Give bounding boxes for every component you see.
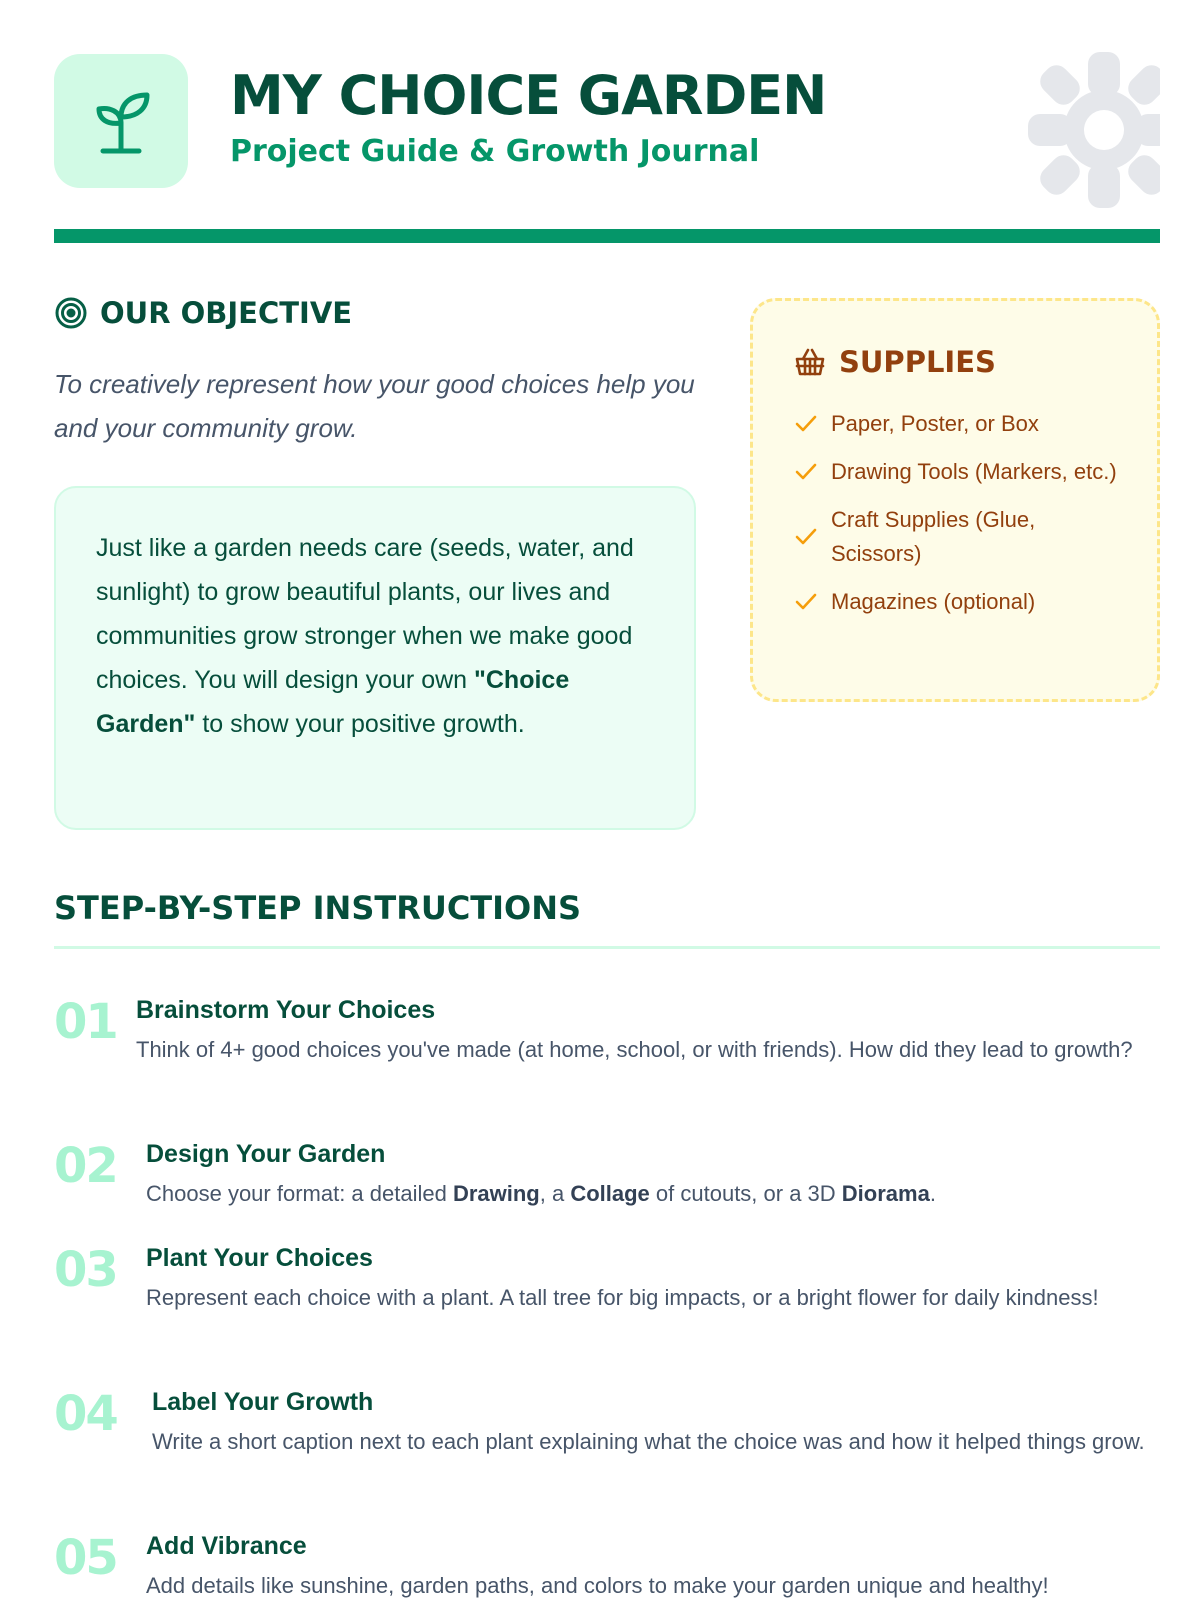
step-number: 03 — [54, 1242, 117, 1298]
check-icon — [793, 411, 819, 437]
step-description: Represent each choice with a plant. A tall tree for big impacts, or a bright flower for daily kindness! — [146, 1285, 1099, 1310]
check-icon — [793, 459, 819, 485]
supplies-card — [750, 298, 1160, 702]
list-item — [793, 407, 1121, 441]
supplies-list — [793, 407, 1121, 619]
step-number: 05 — [54, 1530, 117, 1586]
note-text: Just like a garden needs care (seeds, water, and sunlight) to grow beautiful plants, our lives and communities grow stronger when we make good choices. You will design your own — [96, 534, 634, 694]
supply-label: Drawing Tools (Markers, etc.) — [831, 459, 1117, 484]
step-title: Label Your Growth — [152, 1388, 374, 1416]
step-description: Write a short caption next to each plant explaining what the choice was and how it helped things grow. — [152, 1429, 1145, 1454]
step-number: 01 — [54, 994, 117, 1050]
step-description: Choose your format: a detailed Drawing, a Collage of cutouts, or a 3D Diorama. — [146, 1181, 936, 1206]
objective-heading: OUR OBJECTIVE — [100, 296, 353, 330]
step-title: Brainstorm Your Choices — [136, 996, 436, 1024]
logo-tile — [54, 54, 188, 188]
supply-label: Magazines (optional) — [831, 589, 1036, 614]
step-title: Design Your Garden — [146, 1140, 386, 1168]
list-item — [793, 503, 1121, 571]
header-divider — [54, 229, 1160, 243]
supply-label: Craft Supplies (Glue, Scissors) — [831, 507, 1036, 566]
cog-flower-icon — [1004, 52, 1160, 208]
step-number: 02 — [54, 1138, 117, 1194]
check-icon — [793, 589, 819, 615]
check-icon — [793, 524, 819, 550]
supplies-heading: SUPPLIES — [839, 345, 996, 379]
objective-section — [54, 296, 696, 738]
seedling-icon — [87, 87, 155, 155]
note-highlight: "Choice Garden" — [96, 666, 570, 738]
target-icon — [54, 296, 88, 330]
list-item — [793, 455, 1121, 489]
page-title: MY CHOICE GARDEN — [230, 64, 827, 127]
objective-text: To creatively represent how your good choices help you and your community grow. — [54, 369, 695, 443]
supply-label: Paper, Poster, or Box — [831, 411, 1039, 436]
note-text-end: to show your positive growth. — [195, 710, 525, 738]
objective-note — [54, 486, 696, 830]
step-description: Add details like sunshine, garden paths, and colors to make your garden unique and healthy! — [146, 1573, 1049, 1598]
header — [54, 54, 1160, 190]
step-description: Think of 4+ good choices you've made (at home, school, or with friends). How did they lead to growth? — [136, 1037, 1133, 1062]
page-subtitle: Project Guide & Growth Journal — [230, 134, 760, 169]
list-item — [793, 585, 1121, 619]
steps-divider — [54, 946, 1160, 949]
page — [54, 0, 1160, 1600]
step-title: Plant Your Choices — [146, 1244, 373, 1272]
step-number: 04 — [54, 1386, 117, 1442]
steps-heading: STEP-BY-STEP INSTRUCTIONS — [54, 889, 582, 927]
basket-icon — [793, 345, 827, 379]
step-title: Add Vibrance — [146, 1532, 307, 1560]
